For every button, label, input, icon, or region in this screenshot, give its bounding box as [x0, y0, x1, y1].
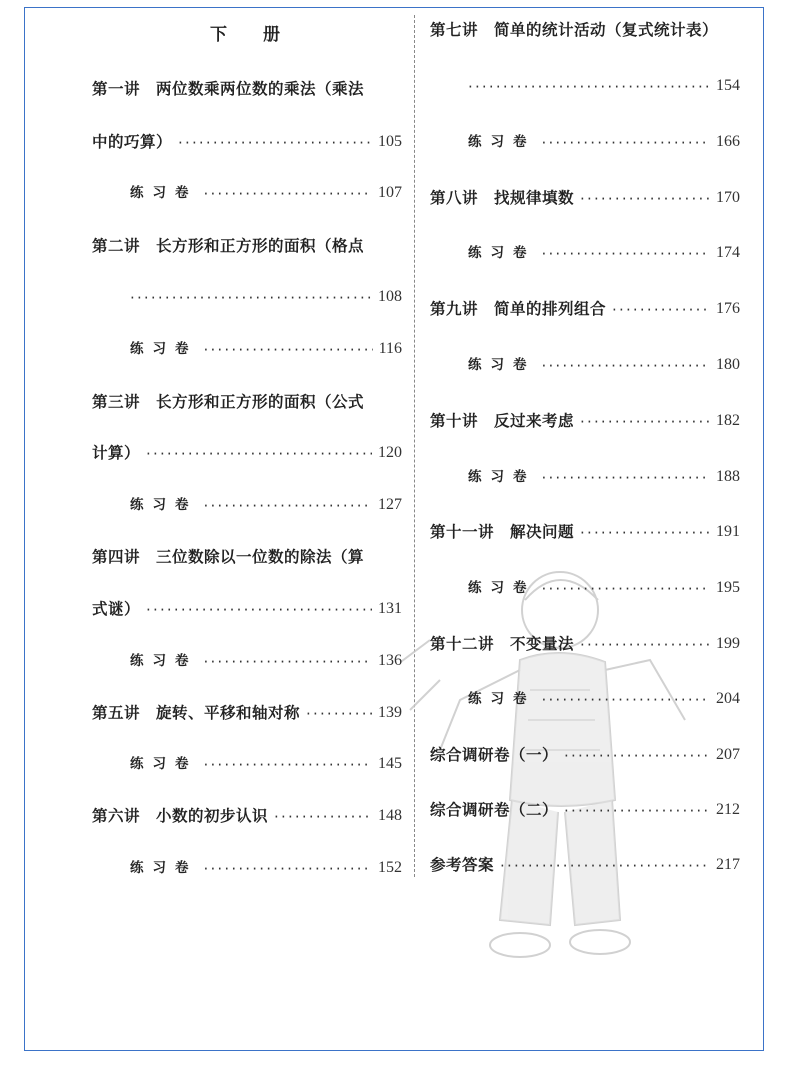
toc-chapter-10-entry[interactable]: [430, 406, 740, 432]
exercise-label: 练习卷: [468, 245, 536, 261]
toc-exercise-2[interactable]: [130, 334, 402, 360]
page-number: 217: [716, 856, 740, 873]
toc-exercise-7[interactable]: [468, 127, 740, 153]
toc-exercise-3[interactable]: [130, 490, 402, 516]
page-number: 131: [378, 600, 402, 617]
page-number: 166: [716, 133, 740, 150]
page-number: 207: [716, 746, 740, 763]
toc-title-text: 第二讲 长方形和正方形的面积（格点: [92, 237, 365, 255]
toc-chapter-8-entry[interactable]: [430, 183, 740, 209]
toc-chapter-6-entry[interactable]: [92, 801, 402, 827]
page-number: 108: [378, 288, 402, 305]
page-number: 170: [716, 189, 740, 206]
toc-chapter-3-title[interactable]: [92, 387, 402, 413]
exercise-label: 练习卷: [468, 691, 536, 707]
page-number: 195: [716, 579, 740, 596]
toc-answers-entry[interactable]: [430, 850, 740, 876]
page-number: 199: [716, 635, 740, 652]
leader-dots: [580, 633, 710, 655]
leader-dots: [542, 466, 711, 488]
exercise-label: 练习卷: [130, 653, 198, 669]
leader-dots: [204, 338, 373, 360]
toc-exercise-12[interactable]: [468, 684, 740, 710]
page-number: 107: [378, 184, 402, 201]
toc-chapter-2-title[interactable]: [92, 231, 402, 257]
leader-dots: [274, 805, 372, 827]
page-number: 176: [716, 300, 740, 317]
leader-dots: [204, 857, 373, 879]
leader-dots: [580, 521, 710, 543]
toc-exercise-8[interactable]: [468, 238, 740, 264]
page-number: 204: [716, 690, 740, 707]
page-number: 152: [378, 859, 402, 876]
toc-survey-2-entry[interactable]: [430, 795, 740, 821]
toc-title-text: 第八讲 找规律填数: [430, 189, 575, 207]
toc-chapter-11-entry[interactable]: [430, 517, 740, 543]
heading-right: 册: [263, 25, 282, 45]
leader-dots: [542, 577, 711, 599]
leader-dots: [564, 744, 710, 766]
page-number: 154: [716, 77, 740, 94]
exercise-label: 练习卷: [130, 497, 198, 513]
toc-chapter-3-entry[interactable]: [92, 438, 402, 464]
page-number: 188: [716, 468, 740, 485]
exercise-label: 练习卷: [468, 469, 536, 485]
toc-chapter-12-entry[interactable]: [430, 629, 740, 655]
toc-title-text: 第六讲 小数的初步认识: [92, 807, 269, 825]
leader-dots: [146, 442, 372, 464]
toc-chapter-4-entry[interactable]: [92, 594, 402, 620]
toc-exercise-4[interactable]: [130, 646, 402, 672]
toc-title-text: 第十讲 反过来考虑: [430, 412, 575, 430]
leader-dots: [580, 410, 710, 432]
leader-dots: [468, 75, 710, 97]
toc-title-text: 中的巧算）: [92, 133, 173, 151]
exercise-label: 练习卷: [130, 185, 198, 201]
page-number: 120: [378, 444, 402, 461]
toc-chapter-1-title[interactable]: [92, 74, 402, 100]
toc-exercise-1[interactable]: [130, 178, 402, 204]
toc-chapter-5-entry[interactable]: [92, 698, 402, 724]
toc-title-text: 综合调研卷（二）: [430, 801, 559, 819]
exercise-label: 练习卷: [130, 756, 198, 772]
toc-chapter-2-entry[interactable]: [130, 282, 402, 308]
page-number: 136: [378, 652, 402, 669]
toc-title-text: 计算）: [92, 444, 141, 462]
toc-title-text: 第三讲 长方形和正方形的面积（公式: [92, 393, 365, 411]
page-number: 105: [378, 133, 402, 150]
toc-chapter-4-title[interactable]: [92, 542, 402, 568]
leader-dots: [500, 854, 710, 876]
leader-dots: [306, 702, 372, 724]
faded-child-illustration: [400, 550, 730, 990]
leader-dots: [542, 688, 711, 710]
toc-chapter-1-entry[interactable]: [92, 127, 402, 153]
toc-chapter-7-entry[interactable]: [468, 71, 740, 97]
leader-dots: [204, 182, 373, 204]
page-number: 191: [716, 523, 740, 540]
toc-title-text: 第四讲 三位数除以一位数的除法（算: [92, 548, 365, 566]
toc-title-text: 综合调研卷（一）: [430, 746, 559, 764]
leader-dots: [204, 494, 373, 516]
toc-title-text: 参考答案: [430, 856, 495, 874]
exercise-label: 练习卷: [130, 341, 198, 357]
leader-dots: [580, 187, 710, 209]
page-number: 174: [716, 244, 740, 261]
page-number: 116: [378, 340, 402, 357]
leader-dots: [204, 753, 373, 775]
toc-title-text: 第五讲 旋转、平移和轴对称: [92, 704, 301, 722]
toc-exercise-10[interactable]: [468, 462, 740, 488]
toc-title-text: 第十一讲 解决问题: [430, 523, 575, 541]
exercise-label: 练习卷: [468, 357, 536, 373]
page-number: 139: [378, 704, 402, 721]
toc-exercise-9[interactable]: [468, 350, 740, 376]
toc-title-text: 式谜）: [92, 600, 141, 618]
toc-title-text: 第一讲 两位数乘两位数的乘法（乘法: [92, 80, 365, 98]
leader-dots: [542, 354, 711, 376]
toc-exercise-6[interactable]: [130, 853, 402, 879]
page-number: 180: [716, 356, 740, 373]
leader-dots: [146, 598, 372, 620]
toc-chapter-9-entry[interactable]: [430, 294, 740, 320]
leader-dots: [542, 131, 711, 153]
page-heading: [210, 20, 282, 45]
leader-dots: [564, 799, 710, 821]
page-number: 182: [716, 412, 740, 429]
toc-chapter-7-title[interactable]: [430, 15, 740, 41]
exercise-label: 练习卷: [468, 134, 536, 150]
leader-dots: [178, 131, 372, 153]
leader-dots: [542, 242, 711, 264]
leader-dots: [204, 650, 373, 672]
leader-dots: [612, 298, 710, 320]
leader-dots: [130, 286, 372, 308]
toc-survey-1-entry[interactable]: [430, 740, 740, 766]
toc-title-text: 第九讲 简单的排列组合: [430, 300, 607, 318]
page-number: 127: [378, 496, 402, 513]
page-number: 148: [378, 807, 402, 824]
exercise-label: 练习卷: [468, 580, 536, 596]
page-number: 212: [716, 801, 740, 818]
page-number: 145: [378, 755, 402, 772]
toc-title-text: 第十二讲 不变量法: [430, 635, 575, 653]
heading-left: 下: [210, 25, 229, 45]
toc-exercise-5[interactable]: [130, 749, 402, 775]
exercise-label: 练习卷: [130, 860, 198, 876]
toc-exercise-11[interactable]: [468, 573, 740, 599]
toc-title-text: 第七讲 简单的统计活动（复式统计表）: [430, 21, 719, 39]
